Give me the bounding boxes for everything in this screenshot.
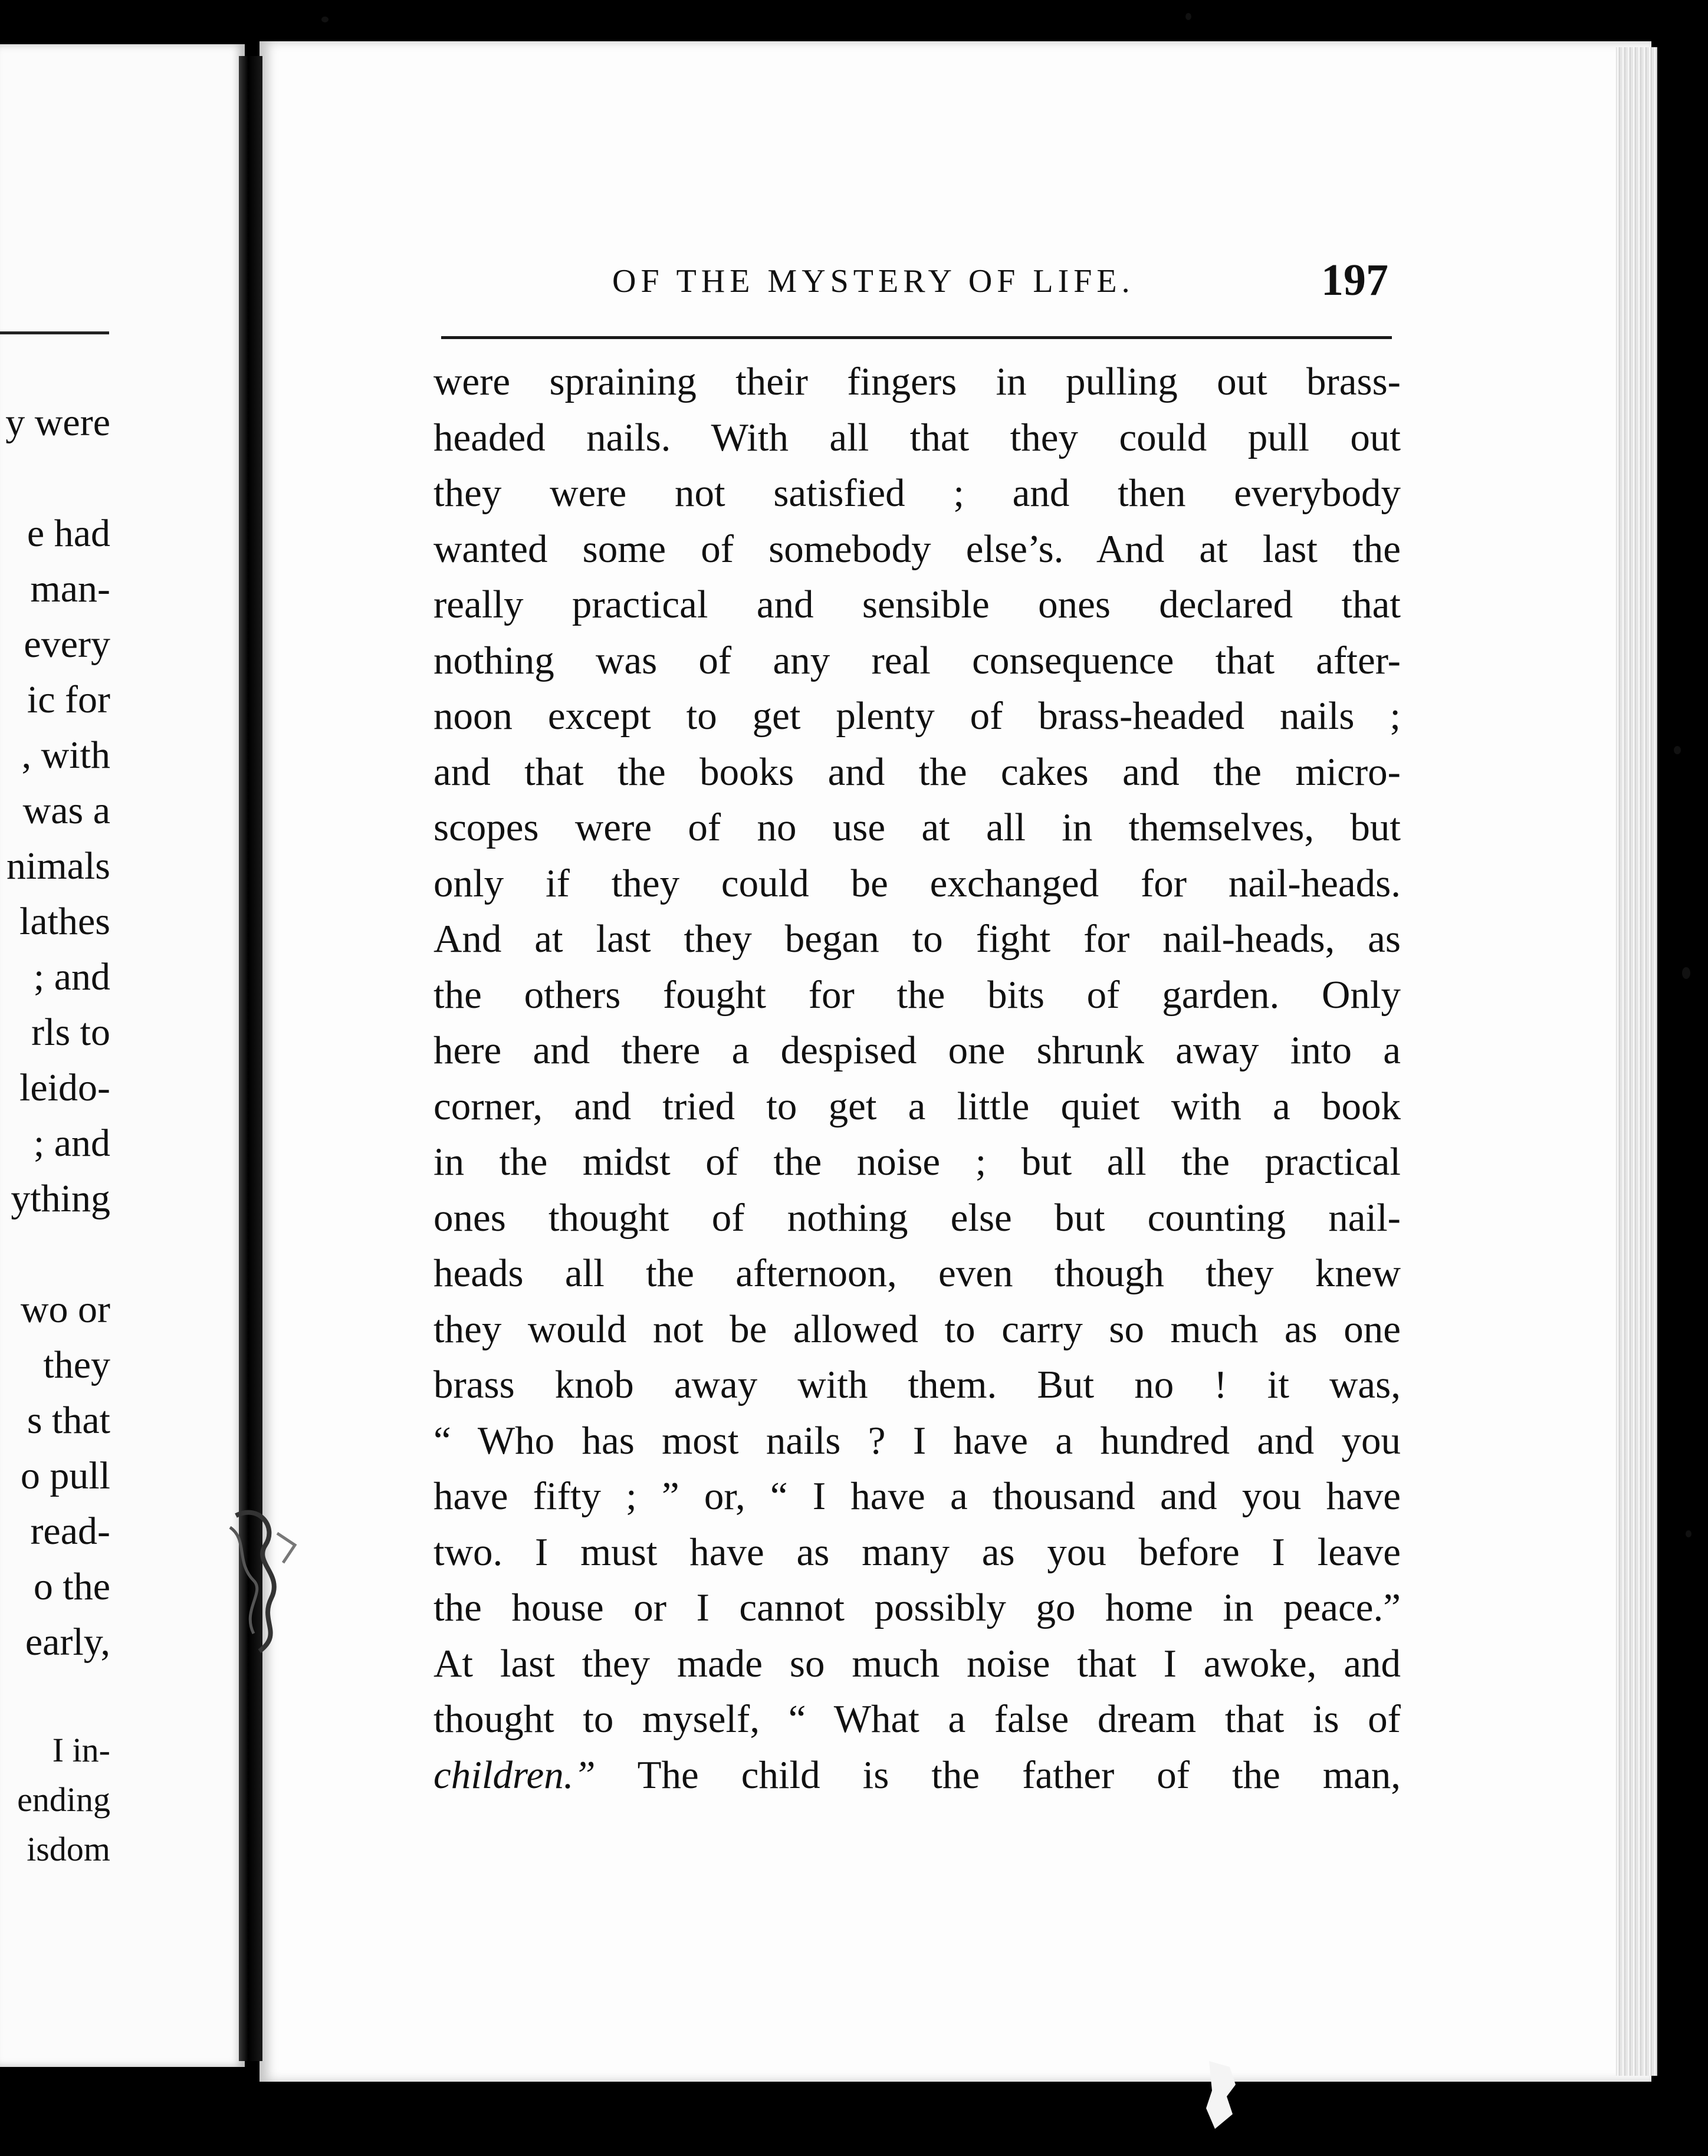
text-line: thought to myself, “ What a false dream that is of	[433, 1697, 1401, 1741]
scan-speck	[1674, 746, 1681, 754]
text-line: here and there a despised one shrunk away into a	[433, 1028, 1401, 1072]
text-line: the house or I cannot possibly go home in peace.”	[433, 1586, 1401, 1629]
left-line: wo or	[20, 1288, 110, 1331]
scan-bottom-border	[0, 2082, 1708, 2156]
running-head-rule	[441, 336, 1392, 339]
left-line: y were	[5, 401, 110, 444]
italic-word: children.”	[433, 1753, 596, 1797]
left-line: ending	[17, 1780, 110, 1819]
text-line: two. I must have as many as you before I leave	[433, 1530, 1401, 1574]
text-line: noon except to get plenty of brass-headed nails ;	[433, 694, 1401, 738]
page-number: 197	[1321, 255, 1388, 305]
left-line: I in-	[52, 1731, 110, 1769]
text-line: corner, and tried to get a little quiet with a book	[433, 1084, 1401, 1128]
left-line	[0, 451, 110, 506]
running-head: OF THE MYSTERY OF LIFE.	[612, 263, 1135, 300]
left-line: , with	[21, 734, 110, 777]
torn-paper-fragment-icon	[1203, 2061, 1239, 2132]
text-line: And at last they began to fight for nail-heads, as	[433, 917, 1401, 961]
scan-speck	[321, 17, 329, 22]
left-line: isdom	[27, 1830, 110, 1868]
left-line: rls to	[31, 1011, 110, 1054]
text-line: were spraining their fingers in pulling out brass-	[433, 360, 1401, 403]
page-edge	[1616, 47, 1657, 2076]
text-line: “ Who has most nails ? I have a hundred and you	[433, 1418, 1401, 1462]
left-line	[0, 1227, 110, 1282]
left-line: e had	[27, 512, 110, 555]
text-line: nothing was of any real consequence that after-	[433, 638, 1401, 682]
last-line-rest: The child is the father of the man,	[595, 1753, 1401, 1797]
left-line	[0, 1670, 110, 1726]
left-page-rule	[0, 331, 109, 334]
left-line: nimals	[6, 844, 110, 888]
left-line: s that	[27, 1399, 110, 1442]
left-line: ything	[11, 1177, 110, 1220]
text-line: the others fought for the bits of garden. Only	[433, 972, 1401, 1017]
left-line: ; and	[33, 1122, 110, 1165]
text-line: have fifty ; ” or, “ I have a thousand and you have	[433, 1474, 1401, 1518]
book-gutter	[239, 56, 262, 2061]
text-line: heads all the afternoon, even though they knew	[433, 1251, 1401, 1295]
text-line-last	[433, 1747, 1401, 1803]
text-line: they would not be allowed to carry so much as one	[433, 1307, 1401, 1351]
text-line: they were not satisfied ; and then everybody	[433, 471, 1401, 515]
left-line: lathes	[19, 900, 110, 943]
left-line: o pull	[20, 1454, 110, 1497]
binding-thread-icon	[224, 1492, 307, 1657]
left-line: leido-	[19, 1066, 110, 1109]
left-line: ic for	[27, 678, 110, 721]
left-line: ; and	[33, 955, 110, 998]
text-line: in the midst of the noise ; but all the practical	[433, 1140, 1401, 1184]
left-line: they	[43, 1343, 110, 1386]
text-line: At last they made so much noise that I awoke, and	[433, 1641, 1401, 1685]
text-line: ones thought of nothing else but counting nail-	[433, 1195, 1401, 1240]
body-text	[433, 354, 1401, 1803]
text-line: only if they could be exchanged for nail-heads.	[433, 861, 1401, 905]
scan-speck	[1185, 13, 1191, 20]
text-line: brass knob away with them. But no ! it was,	[433, 1363, 1401, 1406]
left-page	[0, 44, 245, 2067]
left-line: man-	[30, 567, 110, 610]
left-line: early,	[25, 1621, 110, 1664]
scan-speck	[1682, 967, 1690, 979]
text-line: wanted some of somebody else’s. And at last the	[433, 527, 1401, 571]
left-line: o the	[33, 1565, 110, 1608]
left-line: read-	[30, 1510, 110, 1553]
text-line: really practical and sensible ones declared that	[433, 583, 1401, 626]
scan-speck	[1686, 1530, 1691, 1537]
left-line: every	[24, 623, 110, 666]
left-line: was a	[22, 789, 110, 832]
left-page-text	[0, 395, 110, 1874]
text-line: scopes were of no use at all in themselves, but	[433, 806, 1401, 849]
text-line: headed nails. With all that they could pull out	[433, 415, 1401, 459]
text-line: and that the books and the cakes and the micro-	[433, 750, 1401, 794]
